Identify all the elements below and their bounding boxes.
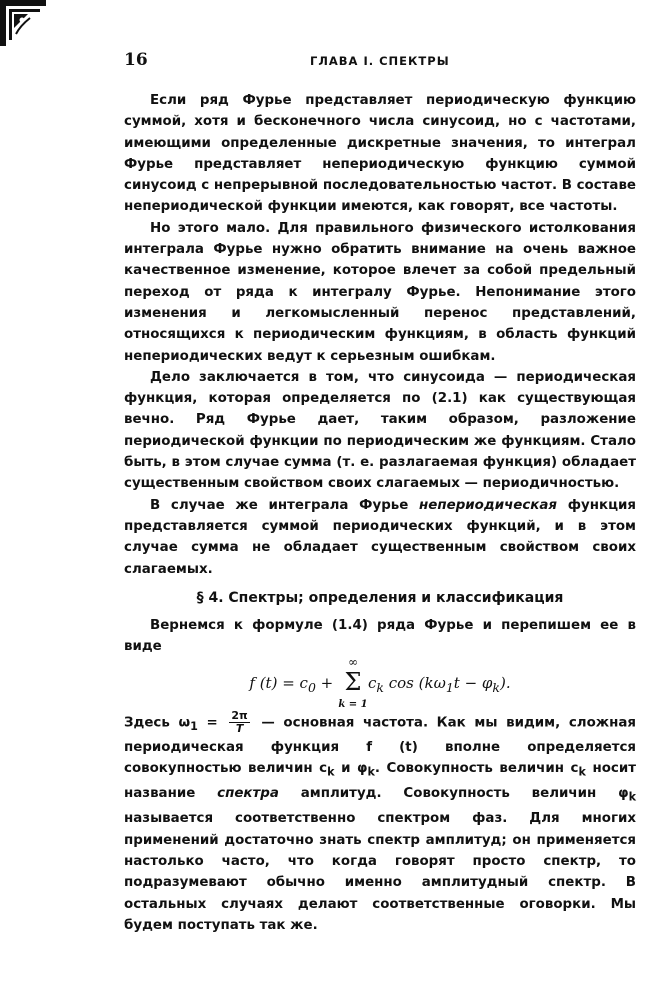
p6-ck-subscript: k bbox=[327, 766, 335, 780]
p6-equals: = bbox=[197, 715, 227, 731]
sigma-symbol: Σ bbox=[344, 667, 362, 696]
formula-ck: c bbox=[368, 673, 377, 692]
paragraph-3: Дело заключается в том, что синусоида — периодическая функция, которая определяется по (2.1) как существующая вечно. Ряд Фурье дает, таким образом, разложение периодической функции по периодическим же функциям. Стало быть, в этом случае сумма (т. е. разлагаемая функция) обладает существенным свойством своих слагаемых — периодичностью. bbox=[124, 369, 636, 492]
p6-omega-subscript: 1 bbox=[190, 719, 198, 733]
p6-text-a: — основная частота. Как мы видим, сложная периодическая функция f (t) вполне определяется совокупностью величин c bbox=[124, 715, 636, 777]
paragraph-1: Если ряд Фурье представляет периодическую функцию суммой, хотя и бесконечного числа синусоид, но с частотами, имеющими определенные дискретные значения, то интеграл Фурье представляет непериодическую функцию суммой синусоид с непрерывной последовательностью частот. В составе непериодической функции имеются, как говорят, все частоты. bbox=[124, 93, 636, 215]
page-number: 16 bbox=[124, 50, 148, 70]
formula-phase: t − φ bbox=[453, 673, 493, 692]
p6-text-d: носит название bbox=[124, 761, 636, 802]
formula-phi-subscript: k bbox=[492, 679, 500, 695]
fraction-denominator: T bbox=[235, 721, 244, 735]
p6-text-b: и φ bbox=[334, 761, 368, 777]
paragraph-4-end: функция представляется суммой периодических функций, и в этом случае сумма не обладает существенным свойством своих слагаемых. bbox=[124, 497, 636, 577]
formula-plus: + bbox=[315, 673, 338, 692]
paragraph-5: Вернемся к формуле (1.4) ряда Фурье и перепишем ее в виде bbox=[124, 618, 636, 655]
p6-start: Здесь ω bbox=[124, 715, 191, 731]
sum-upper-limit: ∞ bbox=[348, 654, 358, 669]
formula-ck-subscript: k bbox=[376, 679, 384, 695]
page-body bbox=[124, 90, 636, 936]
paragraph-2: Но этого мало. Для правильного физического истолкования интеграла Фурье нужно обратить внимание на очень важное качественное изменение, которое влечет за собой предельный переход от ряда к интегралу Фурье. Непонимание этого изменения и легкомысленный перенос представлений, относящихся к периодическим функциям, в область функций непериодических ведут к серьезным ошибкам. bbox=[124, 220, 636, 364]
p6-emphasis: спектра bbox=[217, 786, 279, 802]
p6-text-e: амплитуд. Совокупность величин φ bbox=[278, 786, 629, 802]
corner-ornament bbox=[0, 0, 46, 46]
p6-ck2-subscript: k bbox=[578, 766, 586, 780]
p6-phik-subscript: k bbox=[367, 766, 375, 780]
formula-cos: cos (kω bbox=[383, 673, 446, 692]
p6-text-c: . Совокупность величин c bbox=[374, 761, 579, 777]
paragraph-4-start: В случае же интеграла Фурье bbox=[150, 497, 420, 513]
sum-lower-limit: k = 1 bbox=[338, 698, 368, 710]
formula-lhs: f (t) = c bbox=[249, 673, 308, 692]
two-pi-over-t-fraction bbox=[229, 710, 249, 735]
paragraph-6 bbox=[124, 710, 636, 936]
paragraph-4 bbox=[124, 495, 636, 580]
formula-c0-subscript: 0 bbox=[307, 679, 316, 695]
p6-text-f: называется соответственно спектром фаз. Для многих применений достаточно знать спектр амплитуд; он применяется настолько часто, что когда говорят просто спектр, то подразумевают обычно именно амплитудный спектр. В остальных случаях делают соответственные оговорки. Мы будем поступать так же. bbox=[124, 811, 636, 933]
p6-phik2-subscript: k bbox=[628, 791, 636, 805]
formula-omega-subscript: 1 bbox=[445, 679, 454, 695]
fraction-numerator: 2π bbox=[231, 708, 248, 722]
formula-end: ). bbox=[500, 673, 511, 692]
summation bbox=[338, 654, 368, 710]
paragraph-4-emphasis: непериодическая bbox=[419, 497, 558, 513]
section-title: § 4. Спектры; определения и классификация bbox=[196, 589, 564, 606]
page-header bbox=[124, 50, 636, 74]
fourier-series-formula bbox=[124, 654, 636, 710]
running-head: ГЛАВА I. СПЕКТРЫ bbox=[310, 54, 450, 68]
